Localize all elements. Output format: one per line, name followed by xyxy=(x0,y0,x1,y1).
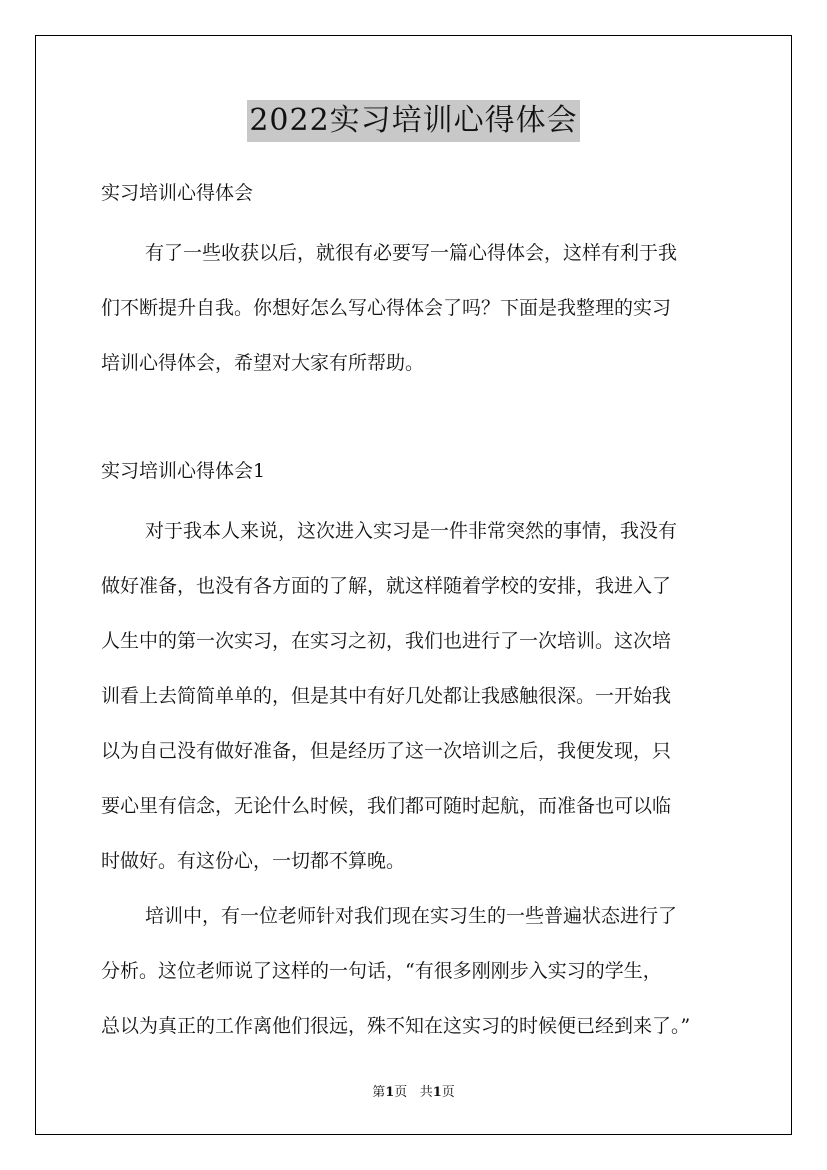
section1-paragraph-2 xyxy=(101,901,741,1066)
paragraph-line: 以为自己没有做好准备，但是经历了这一次培训之后，我便发现，只 xyxy=(101,740,672,762)
paragraph-line: 训看上去简简单单的，但是其中有好几处都让我感触很深。一开始我 xyxy=(101,685,672,707)
page-footer xyxy=(0,1084,827,1102)
document-body xyxy=(101,178,741,1066)
paragraph-line: 总以为真正的工作离他们很远，殊不知在这实习的时候便已经到来了。” xyxy=(101,1015,691,1037)
total-prefix: 共 xyxy=(419,1085,433,1100)
intro-line: 培训心得体会，希望对大家有所帮助。 xyxy=(101,352,425,374)
paragraph-line: 对于我本人来说，这次进入实习是一件非常突然的事情，我没有 xyxy=(145,520,678,542)
page-suffix: 页 xyxy=(394,1085,408,1100)
document-title: 2022实习培训心得体会 xyxy=(247,100,579,142)
intro-line: 们不断提升自我。你想好怎么写心得体会了吗？下面是我整理的实习 xyxy=(101,297,672,319)
page-number: 1 xyxy=(385,1085,395,1100)
intro-paragraph xyxy=(101,238,741,403)
paragraph-line: 人生中的第一次实习，在实习之初，我们也进行了一次培训。这次培 xyxy=(101,630,672,652)
page-prefix: 第 xyxy=(372,1085,386,1100)
intro-heading: 实习培训心得体会 xyxy=(101,182,254,204)
paragraph-line: 做好准备，也没有各方面的了解，就这样随着学校的安排，我进入了 xyxy=(101,575,672,597)
total-pages: 1 xyxy=(432,1085,442,1100)
intro-line: 有了一些收获以后，就很有必要写一篇心得体会，这样有利于我 xyxy=(145,242,678,264)
section1-heading: 实习培训心得体会1 xyxy=(101,460,266,482)
paragraph-line: 分析。这位老师说了这样的一句话，“有很多刚刚步入实习的学生， xyxy=(101,960,662,982)
section1-paragraph-1 xyxy=(101,516,741,901)
title-container xyxy=(0,100,827,142)
paragraph-line: 时做好。有这份心，一切都不算晚。 xyxy=(101,850,406,872)
paragraph-line: 要心里有信念，无论什么时候，我们都可随时起航，而准备也可以临 xyxy=(101,795,672,817)
total-suffix: 页 xyxy=(441,1085,455,1100)
paragraph-line: 培训中，有一位老师针对我们现在实习生的一些普遍状态进行了 xyxy=(145,905,678,927)
